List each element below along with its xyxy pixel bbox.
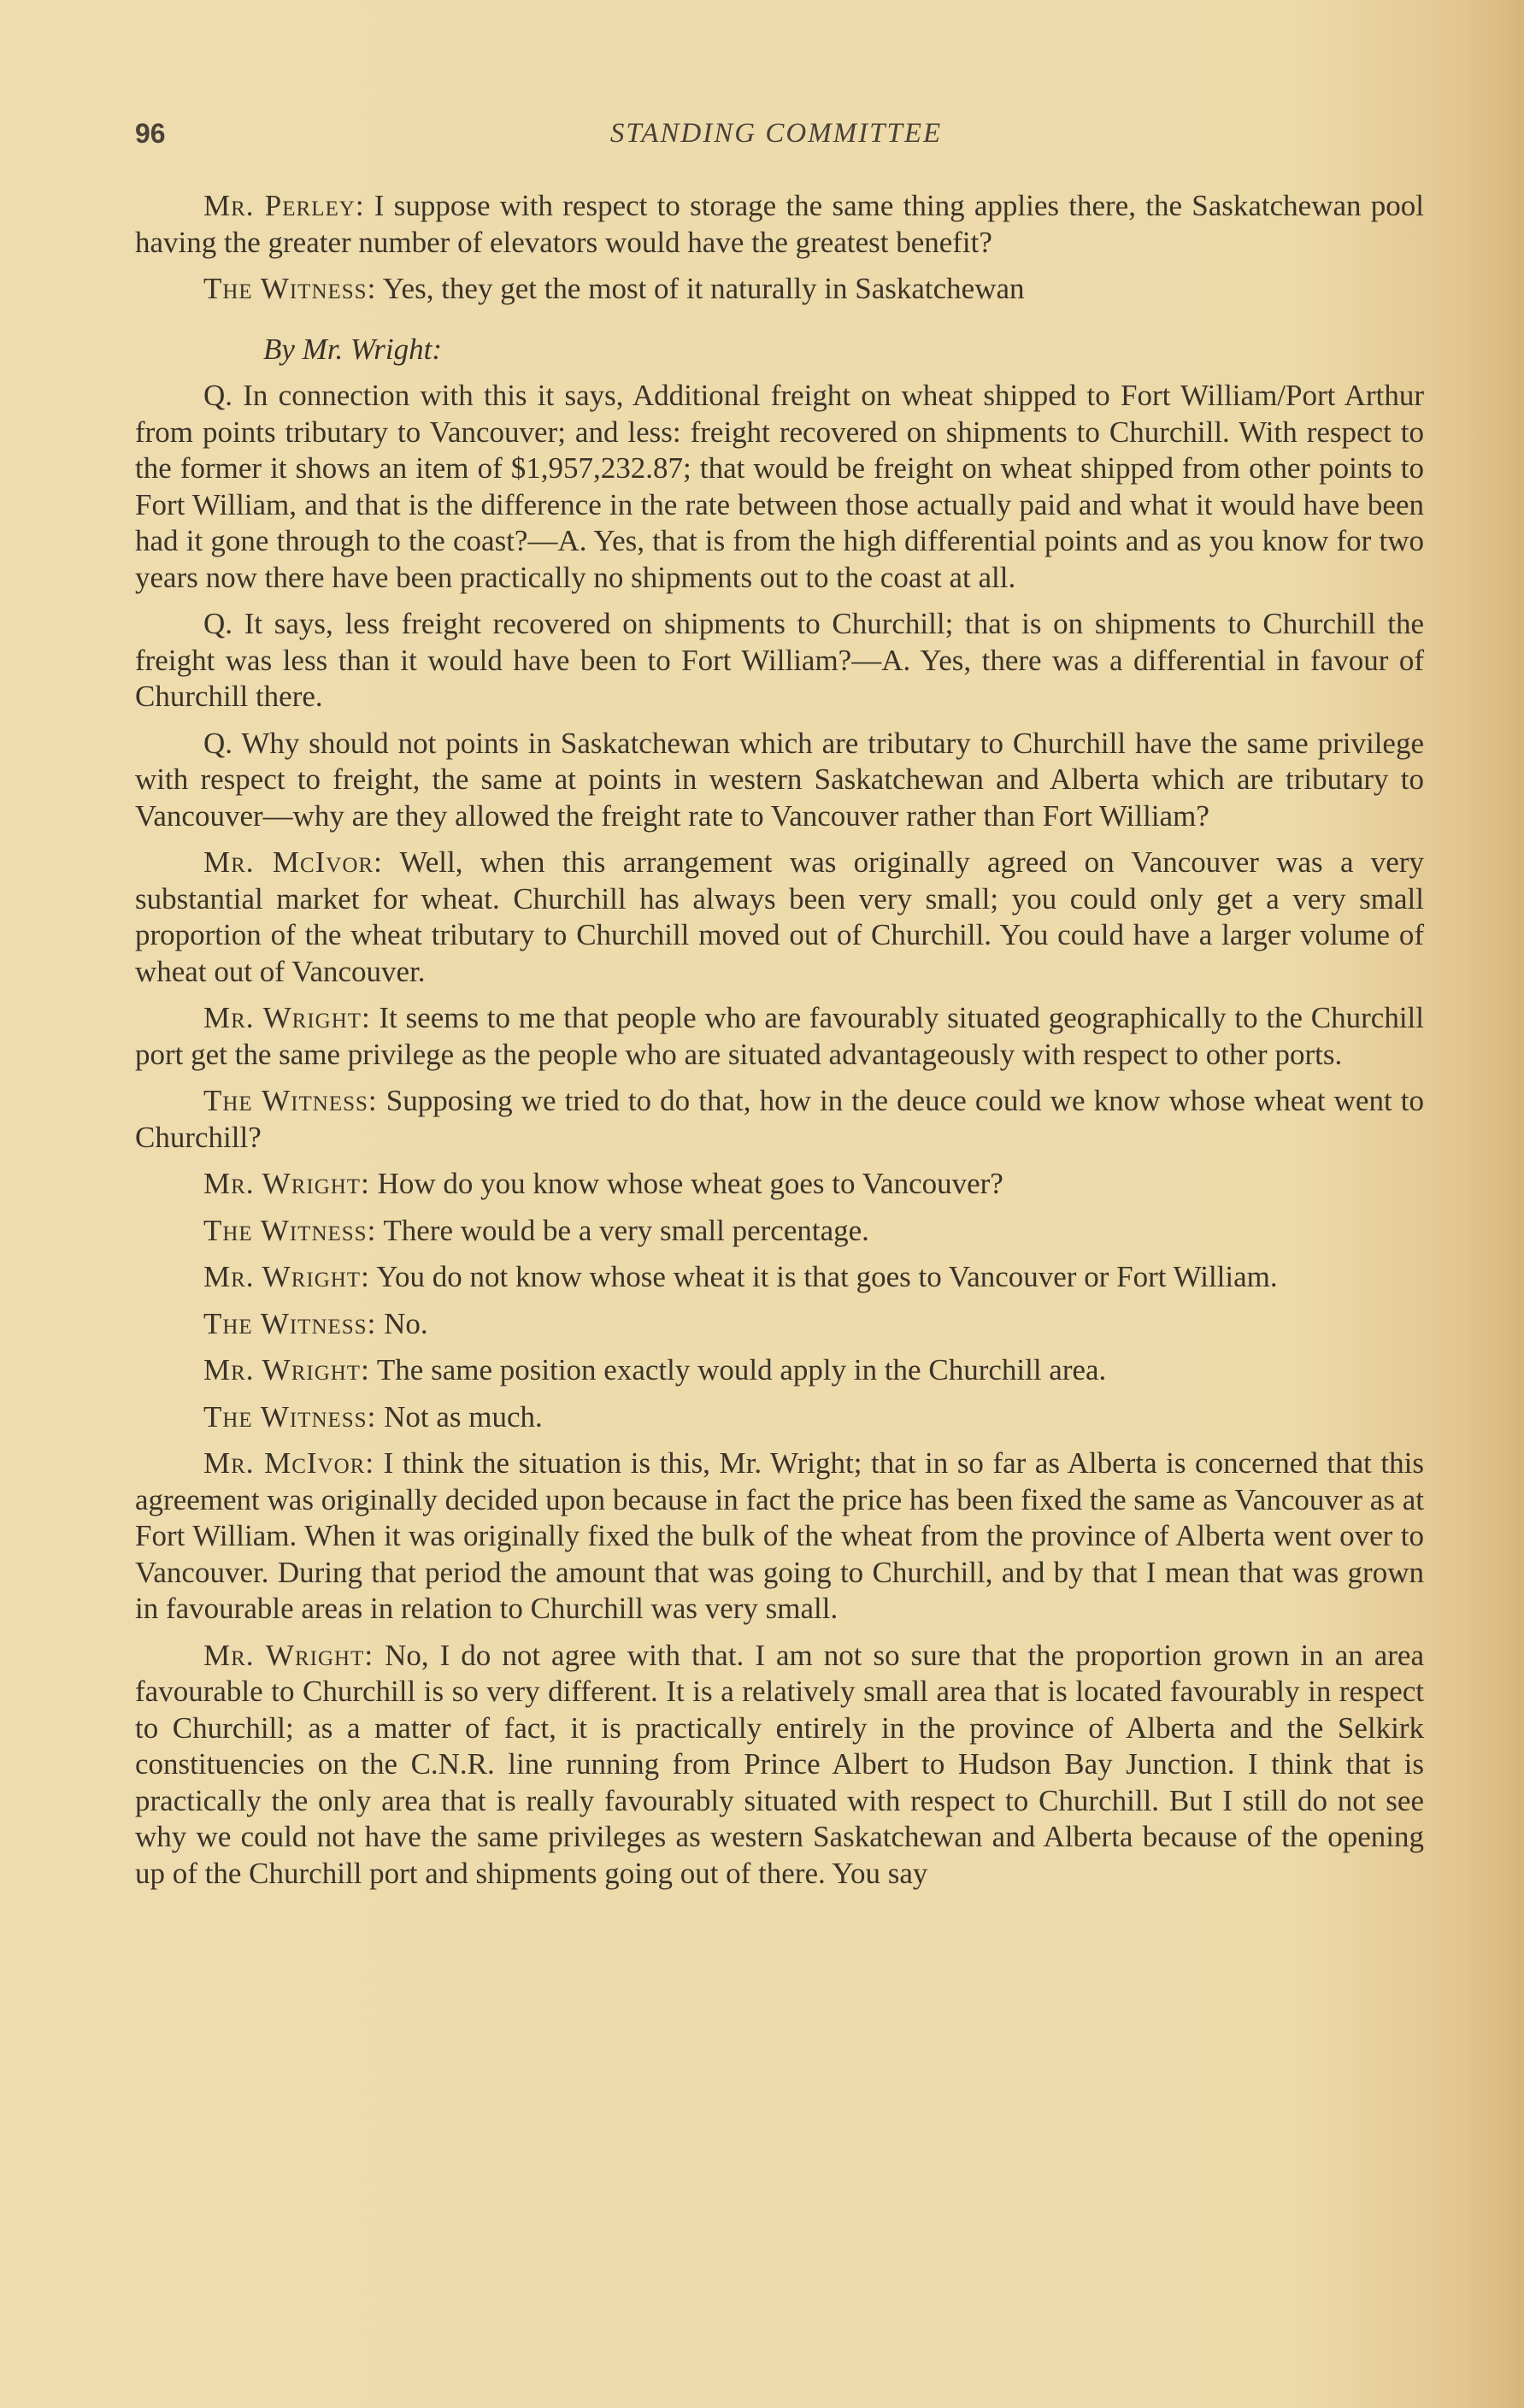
paragraph [135,1352,1424,1389]
paragraph-text: You do not know whose wheat it is that goes to Vancouver or Fort William. [369,1260,1278,1293]
paragraph [135,1638,1424,1893]
paragraph [135,1445,1424,1628]
speaker-label: Mr. McIvor: [203,845,383,879]
paragraph [135,606,1424,715]
page-number: 96 [135,118,166,149]
paragraph [135,1083,1424,1156]
speaker-label: Mr. Wright: [203,1353,370,1387]
paragraph [135,1259,1424,1296]
speaker-label: The Witness: [203,1399,377,1434]
speaker-label: The Witness: [203,1306,377,1340]
paragraph [135,1166,1424,1203]
paragraph [135,271,1424,308]
paragraph-text: Well, when this arrangement was originally agreed on Vancouver was a very substantial market for wheat. Churchill has always been very small; you could only get a very small proportion of the wheat tributary to Churchill moved out of Churchill. You could have a larger volume of wheat out of Vancouver. [135,845,1424,988]
running-head: STANDING COMMITTEE [609,118,943,149]
speaker-label: Mr. Wright: [203,1638,374,1672]
speaker-label: Mr. Wright: [203,1167,370,1200]
speaker-label: Mr. McIvor: [203,1446,375,1480]
paragraph [135,845,1424,990]
paragraph [135,378,1424,596]
paragraph-text: Not as much. [376,1399,543,1434]
speaker-label: Mr. Wright: [203,1260,370,1293]
paragraph [135,188,1424,261]
paragraph-text: It seems to me that people who are favourably situated geographically to the Churchill port get the same privilege as the people who are situated advantageously with respect to other ports. [135,1001,1424,1071]
paragraph [135,1306,1424,1343]
paragraph-text: Q. Why should not points in Saskatchewan which are tributary to Churchill have the same privilege with respect to freight, the same at points in western Saskatchewan and Alberta which are tributary to Vancouver—why are they allowed the freight rate to Vancouver rather than Fort William? [135,726,1424,833]
paragraph-text: I think the situation is this, Mr. Wright; that in so far as Alberta is concerned that this agreement was originally decided upon because in fact the price has been fixed the same as Vancouver as at Fort William. When it was originally fixed the bulk of the wheat from the province of Alberta went over to Vancouver. During that period the amount that was going to Churchill, and by that I mean that was grown in favourable areas in relation to Churchill was very small. [135,1446,1424,1625]
speaker-label: Mr. Perley: [203,189,365,222]
examiner-subhead: By Mr. Wright: [263,332,443,366]
paragraph-text: The same position exactly would apply in the Churchill area. [369,1353,1107,1387]
paragraph-text: How do you know whose wheat goes to Vancouver? [369,1167,1003,1200]
paragraph-text: Yes, they get the most of it naturally in Saskatchewan [376,272,1025,305]
paragraph [135,1000,1424,1073]
body-text [135,188,1424,1902]
paragraph-text: No, I do not agree with that. I am not so sure that the proportion grown in an area favourable to Churchill is so very different. It is a relatively small area that is located favourably in respect to Churchill; as a matter of fact, it is practically entirely in the province of Alberta and the Selkirk constituencies on the C.N.R. line running from Prince Albert to Hudson Bay Junction. I think that is practically the only area that is really favourably situated with respect to Churchill. But I still do not see why we could not have the same privileges as western Saskatchewan and Alberta because of the opening up of the Churchill port and shipments going out of there. You say [135,1638,1425,1890]
speaker-label: The Witness: [203,1084,378,1117]
paragraph-text: Supposing we tried to do that, how in the deuce could we know whose wheat went to Churchill? [135,1084,1425,1154]
paragraph-text: Q. It says, less freight recovered on shipments to Churchill; that is on shipments to Churchill the freight was less than it would have been to Fort William?—A. Yes, there was a differential in favour of Churchill there. [135,607,1424,713]
page-header [135,118,1424,159]
paragraph-text: No. [376,1306,428,1340]
paragraph [135,1399,1424,1436]
speaker-label: The Witness: [203,1213,377,1247]
paragraph-text: I suppose with respect to storage the same thing applies there, the Saskatchewan pool having the greater number of elevators would have the greatest benefit? [135,189,1424,259]
paragraph [135,1213,1424,1250]
speaker-label: Mr. Wright: [203,1001,371,1034]
paragraph-text: Q. In connection with this it says, Additional freight on wheat shipped to Fort William/Port Arthur from points tributary to Vancouver; and less: freight recovered on shipments to Churchill. With respect to the former it shows an item of $1,957,232.87; that would be freight on wheat shipped from other points to Fort William, and that is the difference in the rate between those actually paid and what it would have been had it gone through to the coast?—A. Yes, that is from the high differential points and as you know for two years now there have been practically no shipments out to the coast at all. [135,379,1424,594]
speaker-label: The Witness: [203,272,377,305]
paragraph [135,726,1424,835]
paragraph-text: There would be a very small percentage. [376,1213,869,1247]
